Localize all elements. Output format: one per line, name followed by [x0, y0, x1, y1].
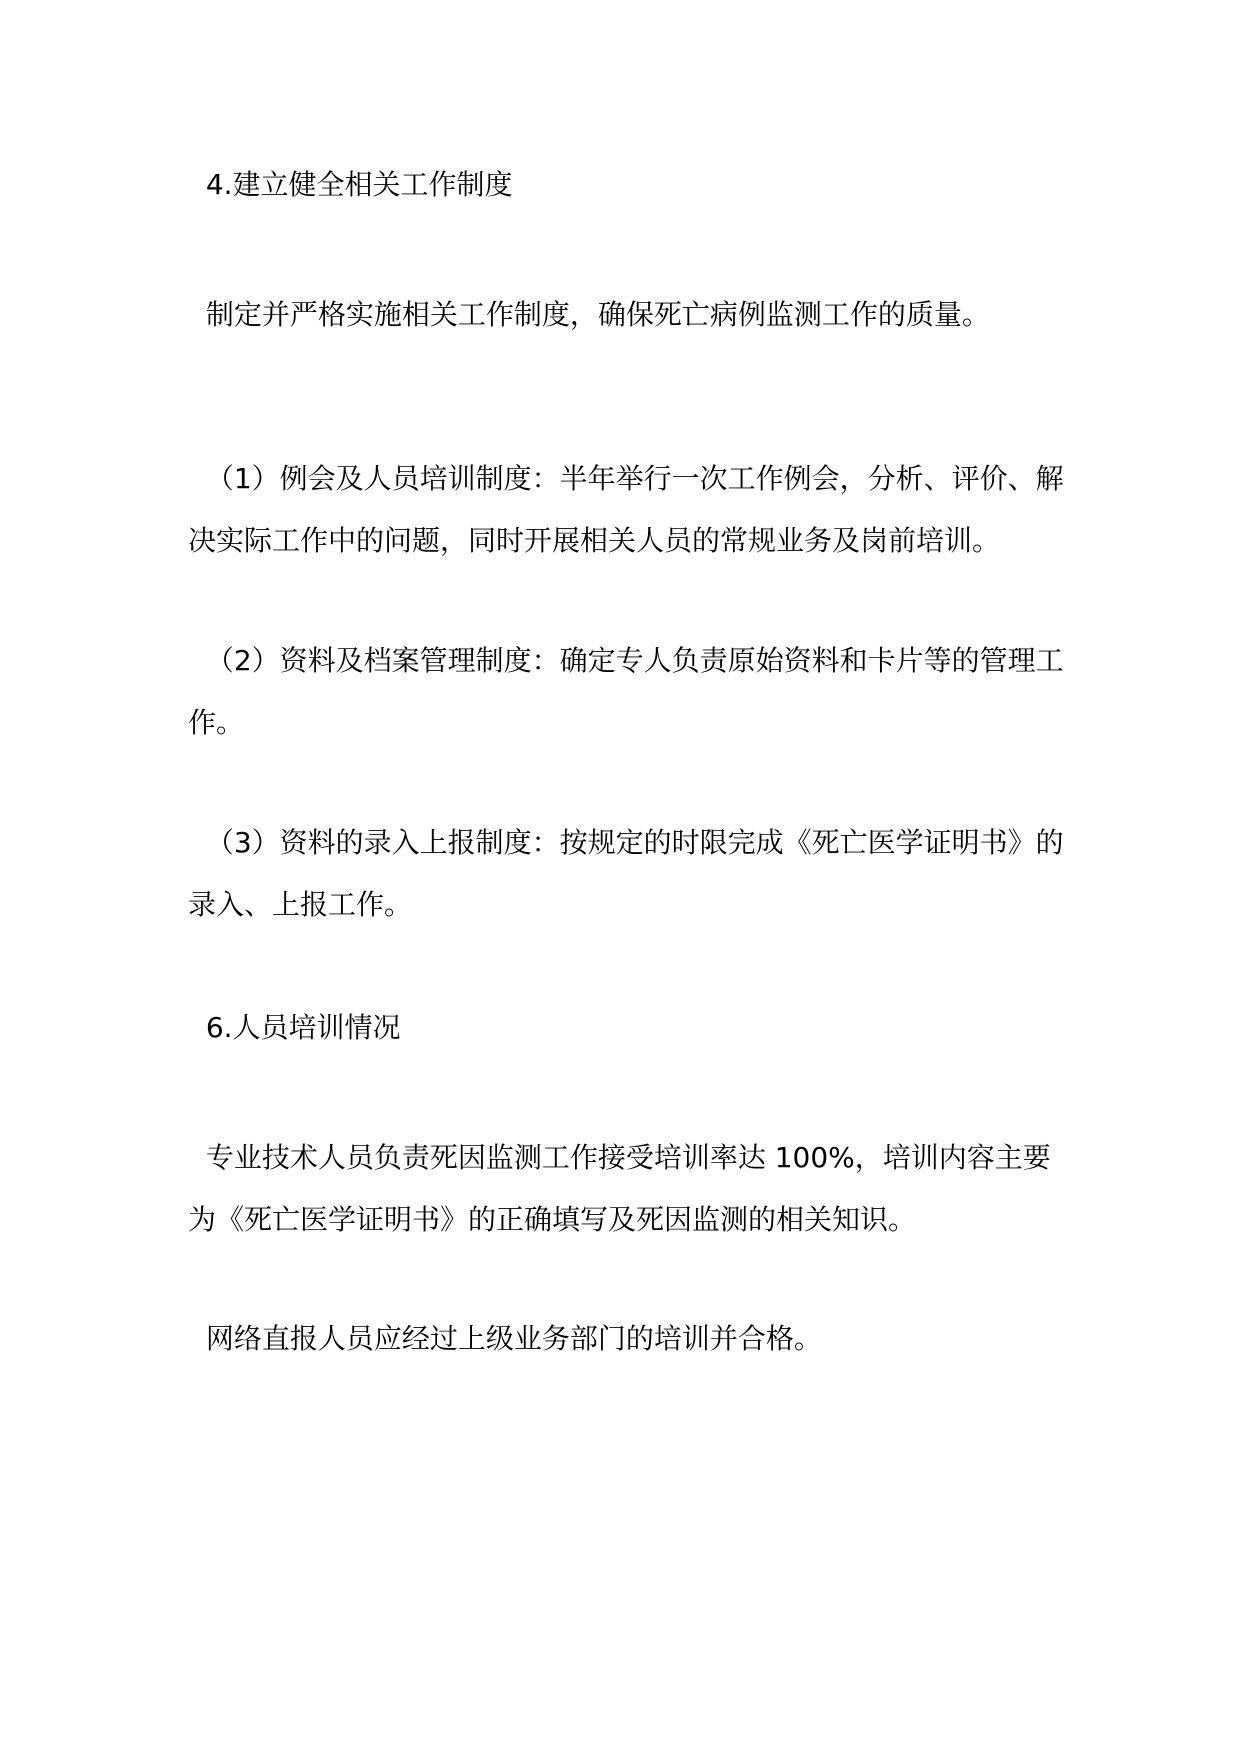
section-heading: 6.人员培训情况 — [188, 1011, 401, 1044]
body-paragraph: 制定并严格实施相关工作制度，确保死亡病例监测工作的质量。 — [188, 298, 990, 331]
body-paragraph: （1）例会及人员培训制度：半年举行一次工作例会，分析、评价、解决实际工作中的问题，同时开展相关人员的常规业务及岗前培训。 — [188, 462, 1064, 557]
section-heading: 4.建立健全相关工作制度 — [188, 168, 513, 201]
body-paragraph: （2）资料及档案管理制度：确定专人负责原始资料和卡片等的管理工作。 — [188, 644, 1064, 739]
body-paragraph: （3）资料的录入上报制度：按规定的时限完成《死亡医学证明书》的录入、上报工作。 — [188, 826, 1064, 921]
body-paragraph: 专业技术人员负责死因监测工作接受培训率达 100%，培训内容主要为《死亡医学证明书》的正确填写及死因监测的相关知识。 — [188, 1141, 1051, 1236]
body-paragraph: 网络直报人员应经过上级业务部门的培训并合格。 — [188, 1322, 822, 1355]
